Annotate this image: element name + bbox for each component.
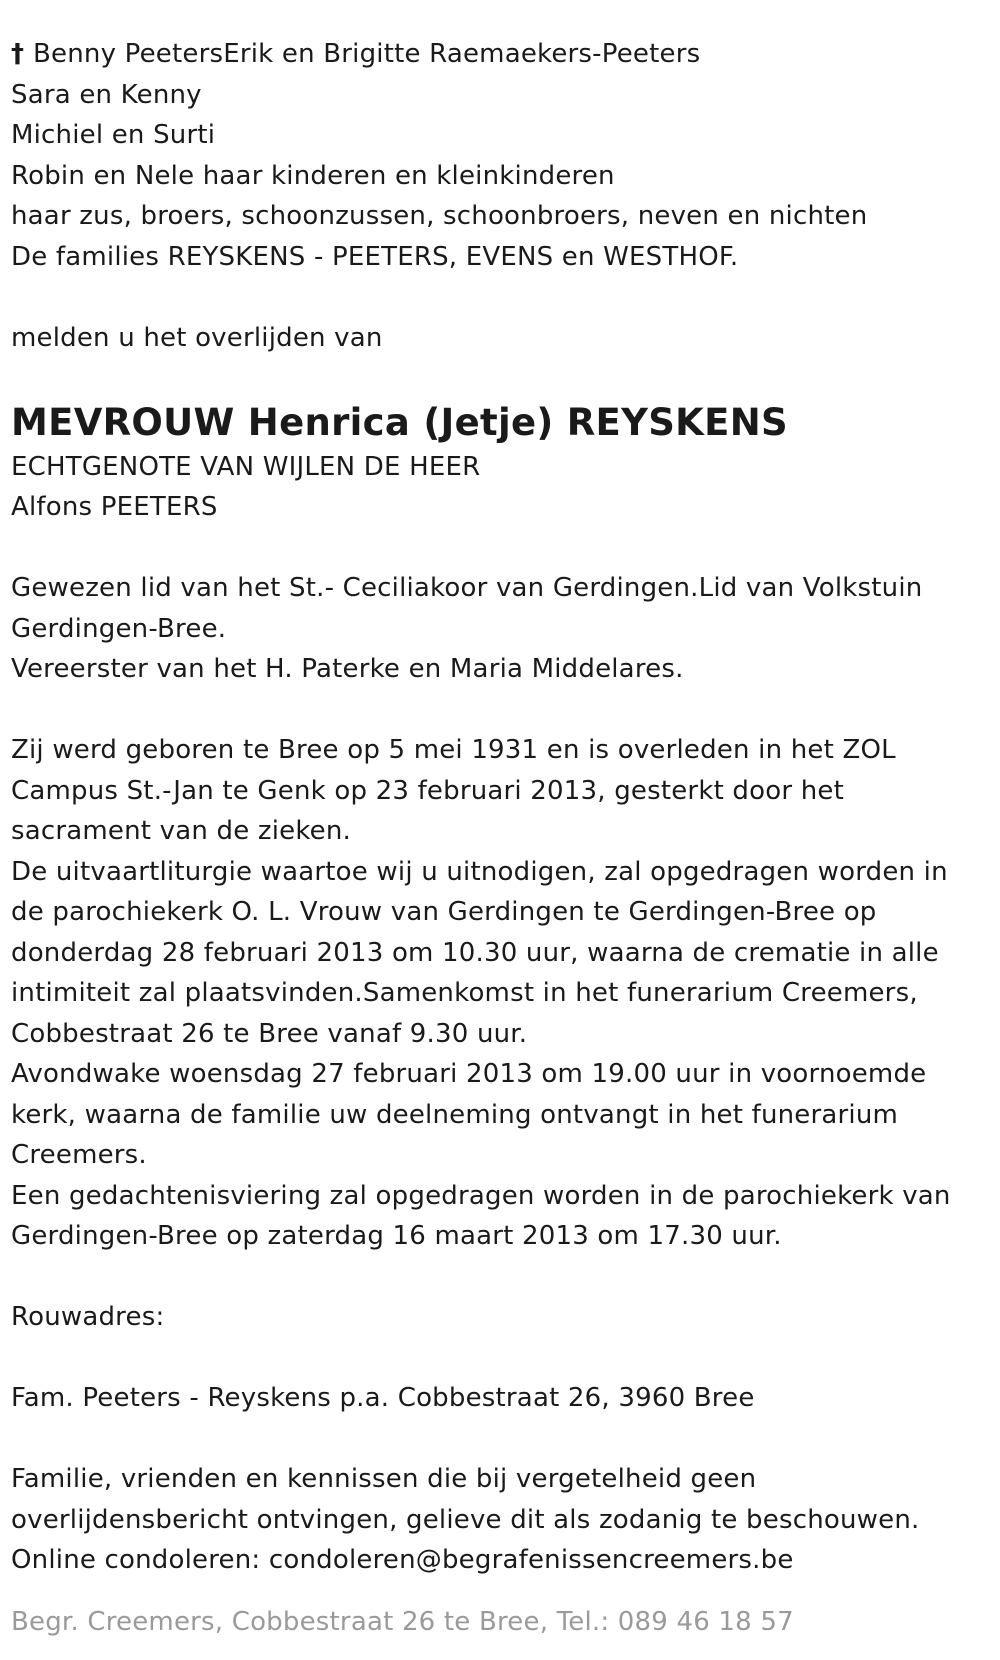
funeral-home-footer: Begr. Creemers, Cobbestraat 26 te Bree, Tel.: 089 46 18 57 [11, 1607, 794, 1637]
details-line-8: Cobbestraat 26 te Bree vanaf 9.30 uur. [11, 1018, 528, 1049]
family-block [11, 34, 1000, 277]
details-line-3: sacrament van de zieken. [11, 816, 352, 846]
details-line-5: de parochiekerk O. L. Vrouw van Gerdingen te Gerdingen-Bree op [11, 897, 877, 927]
announcement-text: melden u het overlijden van [11, 322, 383, 353]
latin-cross-icon: † [11, 39, 25, 69]
spacer [11, 528, 1000, 569]
details-line-1: Zij werd geboren te Bree op 5 mei 1931 en is overleden in het ZOL [11, 735, 896, 765]
details-line-11: Creemers. [11, 1140, 147, 1170]
details-line-2: Campus St.-Jan te Genk op 23 februari 2013, gesterkt door het [11, 775, 844, 806]
details-line-10: kerk, waarna de familie uw deelneming ontvangt in het funerarium [11, 1099, 899, 1130]
relation-line-2: Alfons PEETERS [11, 492, 218, 522]
closing-line-2: overlijdensbericht ontvingen, gelieve dit als zodanig te beschouwen. [11, 1504, 920, 1535]
details-line-4: De uitvaartliturgie waartoe wij u uitnodigen, zal opgedragen worden in [11, 856, 948, 887]
details-line-6: donderdag 28 februari 2013 om 10.30 uur, waarna de crematie in alle [11, 937, 939, 968]
family-line-2: Sara en Kenny [11, 79, 202, 110]
deceased-block [11, 401, 1000, 528]
address-value: Fam. Peeters - Reyskens p.a. Cobbestraat 26, 3960 Bree [11, 1383, 755, 1413]
spacer [11, 1338, 1000, 1379]
family-line-1-text: Benny PeetersErik en Brigitte Raemaekers-Peeters [33, 39, 701, 69]
spacer [11, 1419, 1000, 1460]
deceased-name: MEVROUW Henrica (Jetje) REYSKENS [11, 400, 788, 444]
spacer [11, 690, 1000, 731]
family-line-5: haar zus, broers, schoonzussen, schoonbroers, neven en nichten [11, 201, 868, 231]
family-line-1 [11, 34, 1000, 75]
details-line-7: intimiteit zal plaatsvinden.Samenkomst in het funerarium Creemers, [11, 978, 918, 1008]
details-block [11, 730, 1000, 1257]
memberships-line-1: Gewezen lid van het St.- Ceciliakoor van Gerdingen.Lid van Volkstuin [11, 573, 923, 603]
details-line-9: Avondwake woensdag 27 februari 2013 om 19.00 uur in voornoemde [11, 1059, 927, 1089]
address-label: Rouwadres: [11, 1302, 165, 1332]
memberships-line-3: Vereerster van het H. Paterke en Maria Middelares. [11, 654, 684, 684]
closing-line-3: Online condoleren: condoleren@begrafenissencreemers.be [11, 1545, 794, 1575]
details-line-12: Een gedachtenisviering zal opgedragen worden in de parochiekerk van [11, 1180, 951, 1211]
memberships-line-2: Gerdingen-Bree. [11, 613, 227, 644]
closing-line-1: Familie, vrienden en kennissen die bij vergetelheid geen [11, 1464, 757, 1494]
closing-block [11, 1459, 1000, 1581]
family-line-4: Robin en Nele haar kinderen en kleinkinderen [11, 160, 615, 191]
spacer [11, 277, 1000, 318]
family-line-6: De families REYSKENS - PEETERS, EVENS en WESTHOF. [11, 241, 739, 272]
relation-line-1: ECHTGENOTE VAN WIJLEN DE HEER [11, 451, 481, 482]
spacer [11, 358, 1000, 399]
family-line-3: Michiel en Surti [11, 120, 216, 150]
details-line-13: Gerdingen-Bree op zaterdag 16 maart 2013 om 17.30 uur. [11, 1221, 782, 1251]
memberships-block [11, 568, 1000, 690]
spacer [11, 1257, 1000, 1298]
